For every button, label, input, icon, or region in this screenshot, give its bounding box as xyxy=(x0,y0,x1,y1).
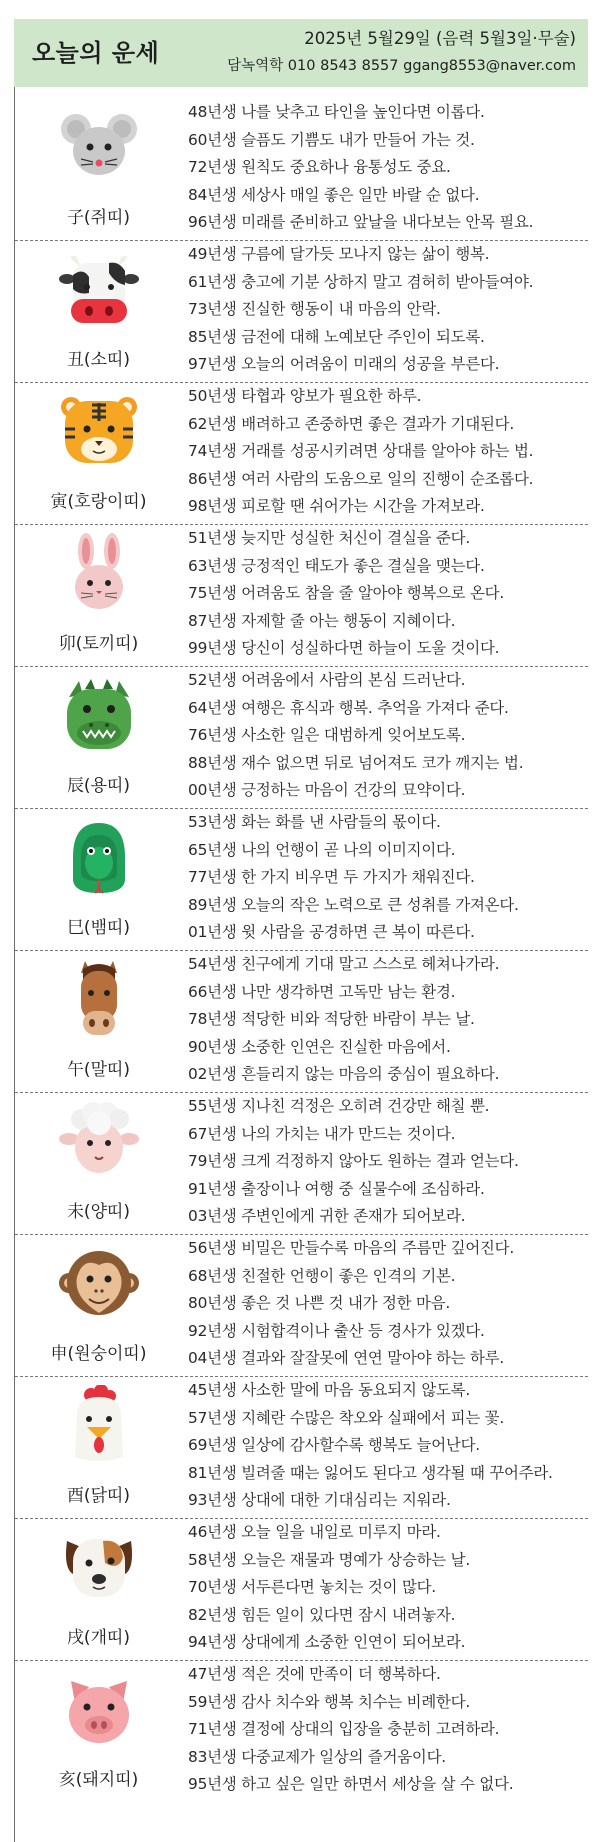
zodiac-list xyxy=(15,99,588,1803)
fortune-line: 99년생 당신이 성실하다면 하늘이 도울 것이다. xyxy=(188,639,500,658)
zodiac-label: 寅(호랑이띠) xyxy=(50,492,147,512)
fortune-line: 52년생 어려움에서 사람의 본심 드러난다. xyxy=(188,671,466,689)
fortune-line: 46년생 오늘 일을 내일로 미루지 마라. xyxy=(188,1523,441,1541)
zodiac-label: 辰(용띠) xyxy=(66,776,131,796)
fortune-line: 84년생 세상사 매일 좋은 일만 바랄 순 없다. xyxy=(188,185,480,204)
fortune-line: 93년생 상대에 대한 기대심리는 지워라. xyxy=(188,1491,451,1510)
zodiac-label: 子(쥐띠) xyxy=(66,208,131,228)
zodiac-row-snake xyxy=(15,809,588,951)
zodiac-row-rooster xyxy=(15,1377,588,1519)
zodiac-row-dog xyxy=(15,1519,588,1661)
zodiac-label: 酉(닭띠) xyxy=(66,1486,131,1506)
fortune-line: 74년생 거래를 성공시키려면 상대를 알아야 하는 법. xyxy=(188,442,534,461)
fortune-line: 04년생 결과와 잘잘못에 연연 말아야 하는 하루. xyxy=(188,1349,505,1368)
fortune-line: 83년생 다중교제가 일상의 즐거움이다. xyxy=(188,1747,446,1766)
rat-icon xyxy=(59,107,139,187)
fortune-line: 54년생 친구에게 기대 말고 스스로 헤쳐나가라. xyxy=(188,955,500,973)
fortune-line: 57년생 지혜란 수많은 착오와 실패에서 피는 꽃. xyxy=(188,1408,505,1427)
fortune-line: 56년생 비밀은 만들수록 마음의 주름만 깊어진다. xyxy=(188,1239,515,1257)
fortune-line: 82년생 힘든 일이 있다면 잠시 내려놓자. xyxy=(188,1605,456,1624)
fortune-line: 03년생 주변인에게 귀한 존재가 되어보라. xyxy=(188,1207,466,1226)
fortune-line: 48년생 나를 낮추고 타인을 높인다면 이롭다. xyxy=(188,103,485,121)
zodiac-label: 卯(토끼띠) xyxy=(58,634,139,654)
fortune-line: 96년생 미래를 준비하고 앞날을 내다보는 안목 필요. xyxy=(188,213,534,232)
fortune-line: 49년생 구름에 달가듯 모나지 않는 삶이 행복. xyxy=(188,245,490,263)
fortune-line: 67년생 나의 가치는 내가 만드는 것이다. xyxy=(188,1124,456,1143)
fortune-line: 92년생 시험합격이나 출산 등 경사가 있겠다. xyxy=(188,1321,485,1340)
zodiac-row-horse xyxy=(15,951,588,1093)
fortune-line: 61년생 충고에 기분 상하지 말고 겸허히 받아들여야. xyxy=(188,272,534,291)
fortune-line: 53년생 화는 화를 낸 사람들의 몫이다. xyxy=(188,813,441,831)
fortune-line: 75년생 어려움도 참을 줄 알아야 행복으로 온다. xyxy=(188,584,505,603)
fortune-line: 65년생 나의 언행이 곧 나의 이미지이다. xyxy=(188,840,456,859)
fortune-line: 77년생 한 가지 비우면 두 가지가 채워진다. xyxy=(188,868,475,887)
fortune-line: 86년생 여러 사람의 도움으로 일의 진행이 순조롭다. xyxy=(188,469,534,488)
page-title: 오늘의 운세 xyxy=(32,39,160,67)
ox-icon xyxy=(59,249,139,329)
rabbit-icon xyxy=(59,533,139,613)
fortune-line: 58년생 오늘은 재물과 명예가 상승하는 날. xyxy=(188,1550,471,1569)
fortune-line: 55년생 지나친 걱정은 오히려 건강만 해칠 뿐. xyxy=(188,1097,490,1115)
zodiac-label: 巳(뱀띠) xyxy=(66,918,131,938)
header-banner xyxy=(14,19,588,87)
dog-icon xyxy=(59,1527,139,1607)
monkey-icon xyxy=(59,1243,139,1323)
zodiac-row-sheep xyxy=(15,1093,588,1235)
fortune-line: 02년생 흔들리지 않는 마음의 중심이 필요하다. xyxy=(188,1065,500,1084)
fortune-line: 72년생 원칙도 중요하나 융통성도 중요. xyxy=(188,158,451,177)
rooster-icon xyxy=(59,1385,139,1465)
zodiac-row-ox xyxy=(15,241,588,383)
pig-icon xyxy=(59,1669,139,1749)
fortune-line: 62년생 배려하고 존중하면 좋은 결과가 기대된다. xyxy=(188,414,515,433)
fortune-line: 85년생 금전에 대해 노예보단 주인이 되도록. xyxy=(188,327,485,346)
fortune-line: 71년생 결정에 상대의 입장을 충분히 고려하라. xyxy=(188,1720,500,1739)
fortune-line: 66년생 나만 생각하면 고독만 남는 환경. xyxy=(188,982,456,1001)
fortune-line: 60년생 슬픔도 기쁨도 내가 만들어 가는 것. xyxy=(188,130,475,149)
fortune-line: 90년생 소중한 인연은 진실한 마음에서. xyxy=(188,1037,451,1056)
dragon-icon xyxy=(59,675,139,755)
date-line: 2025년 5월29일 (음력 5월3일·무술) xyxy=(304,29,576,48)
fortune-line: 63년생 긍정적인 태도가 좋은 결실을 맺는다. xyxy=(188,556,485,575)
fortune-line: 79년생 크게 걱정하지 않아도 원하는 결과 얻는다. xyxy=(188,1152,519,1171)
fortune-line: 95년생 하고 싶은 일만 하면서 세상을 살 수 없다. xyxy=(188,1775,514,1794)
fortune-line: 69년생 일상에 감사할수록 행복도 늘어난다. xyxy=(188,1436,480,1455)
zodiac-label: 亥(돼지띠) xyxy=(58,1770,139,1790)
zodiac-label: 戌(개띠) xyxy=(66,1628,131,1648)
zodiac-row-tiger xyxy=(15,383,588,525)
fortune-line: 00년생 긍정하는 마음이 건강의 묘약이다. xyxy=(188,781,466,800)
zodiac-row-rat xyxy=(15,99,588,241)
zodiac-label: 未(양띠) xyxy=(66,1202,131,1222)
fortune-line: 80년생 좋은 것 나쁜 것 내가 정한 마음. xyxy=(188,1294,451,1313)
fortune-line: 98년생 피로할 땐 쉬어가는 시간을 가져보라. xyxy=(188,497,485,516)
contact-line: 담녹역학 010 8543 8557 ggang8553@naver.com xyxy=(227,58,576,74)
fortune-line: 78년생 적당한 비와 적당한 바람이 부는 날. xyxy=(188,1010,475,1029)
fortune-line: 91년생 출장이나 여행 중 실물수에 조심하라. xyxy=(188,1179,485,1198)
zodiac-row-dragon xyxy=(15,667,588,809)
fortune-line: 59년생 감사 치수와 행복 치수는 비례한다. xyxy=(188,1692,471,1711)
fortune-line: 50년생 타협과 양보가 필요한 하루. xyxy=(188,387,422,405)
zodiac-row-rabbit xyxy=(15,525,588,667)
fortune-line: 94년생 상대에게 소중한 인연이 되어보라. xyxy=(188,1633,466,1652)
horse-icon xyxy=(59,959,139,1039)
sheep-icon xyxy=(59,1101,139,1181)
fortune-line: 89년생 오늘의 작은 노력으로 큰 성취를 가져온다. xyxy=(188,895,519,914)
zodiac-label: 丑(소띠) xyxy=(66,350,131,370)
fortune-line: 68년생 친절한 언행이 좋은 인격의 기본. xyxy=(188,1266,456,1285)
zodiac-row-pig xyxy=(15,1661,588,1803)
fortune-line: 51년생 늦지만 성실한 처신이 결실을 준다. xyxy=(188,529,471,547)
zodiac-label: 申(원숭이띠) xyxy=(50,1344,147,1364)
fortune-line: 87년생 자제할 줄 아는 행동이 지혜이다. xyxy=(188,611,456,630)
fortune-line: 70년생 서두른다면 놓치는 것이 많다. xyxy=(188,1578,436,1597)
fortune-line: 97년생 오늘의 어려움이 미래의 성공을 부른다. xyxy=(188,355,500,374)
fortune-line: 73년생 진실한 행동이 내 마음의 안락. xyxy=(188,300,441,319)
snake-icon xyxy=(59,817,139,897)
fortune-line: 88년생 재수 없으면 뒤로 넘어져도 코가 깨지는 법. xyxy=(188,753,524,772)
fortune-line: 76년생 사소한 일은 대범하게 잊어보도록. xyxy=(188,726,466,745)
fortune-line: 01년생 윗 사람을 공경하면 큰 복이 따른다. xyxy=(188,923,475,942)
fortune-line: 81년생 빌려줄 때는 잃어도 된다고 생각될 때 꾸어주라. xyxy=(188,1463,553,1482)
tiger-icon xyxy=(59,391,139,471)
zodiac-label: 午(말띠) xyxy=(66,1060,131,1080)
fortune-line: 45년생 사소한 말에 마음 동요되지 않도록. xyxy=(188,1381,471,1399)
zodiac-row-monkey xyxy=(15,1235,588,1377)
fortune-line: 64년생 여행은 휴식과 행복. 추억을 가져다 준다. xyxy=(188,698,509,717)
zodiac-animal xyxy=(15,99,182,241)
fortune-line: 47년생 적은 것에 만족이 더 행복하다. xyxy=(188,1665,441,1683)
